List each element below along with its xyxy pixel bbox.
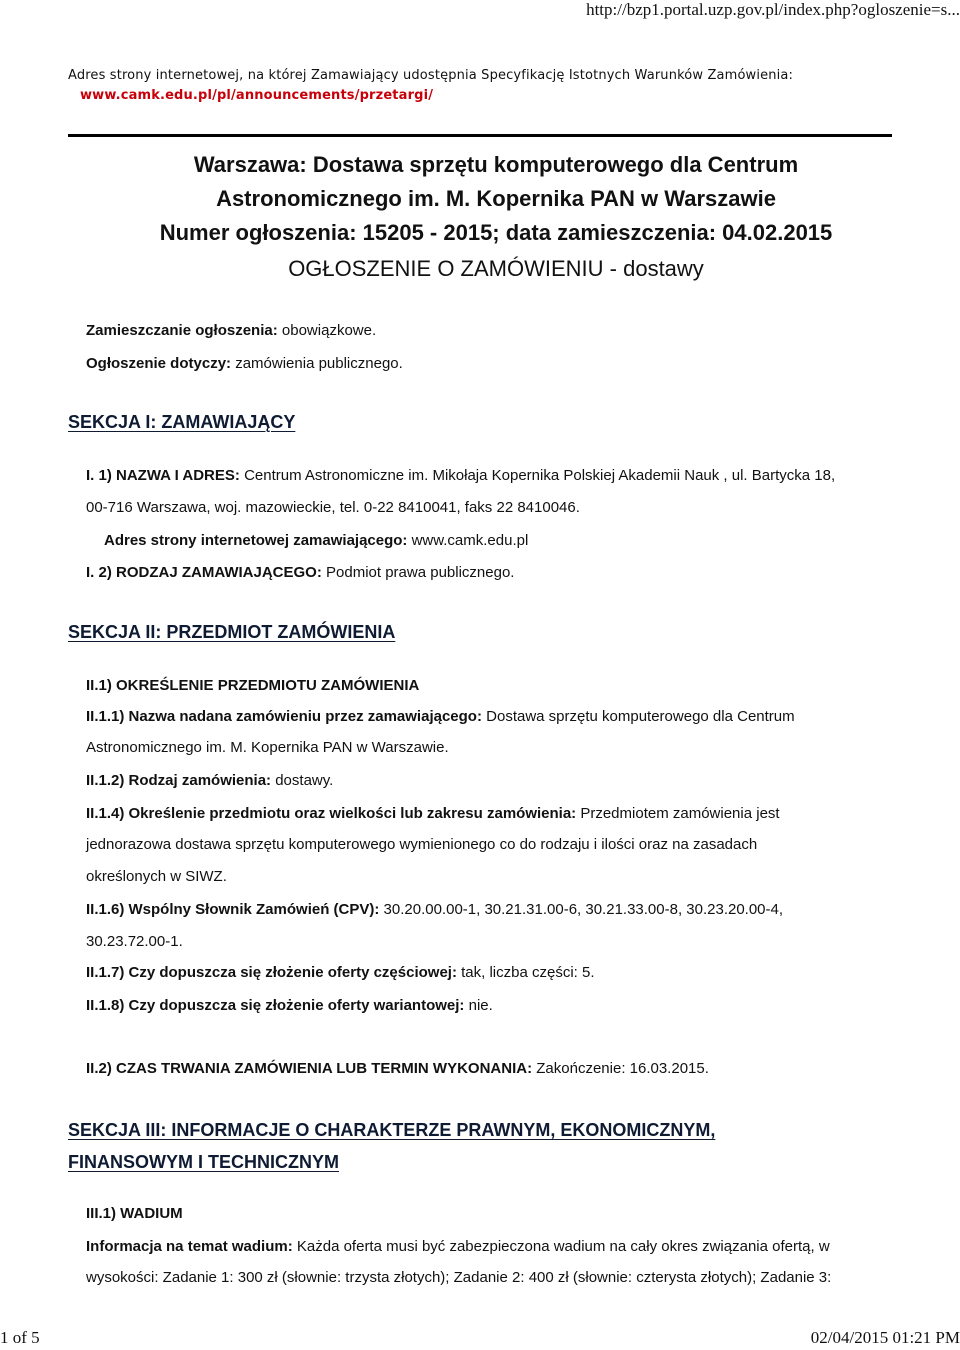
section-1-heading: SEKCJA I: ZAMAWIAJĄCY bbox=[68, 412, 296, 432]
i1-row: I. 1) NAZWA I ADRES: Centrum Astronomiczne im. Mikołaja Kopernika Polskiej Akademii Nauk , ul. Bartycka 18, bbox=[86, 467, 836, 484]
siwz-address-text: Adres strony internetowej, na której Zamawiający udostępnia Specyfikację Istotnych Warunków Zamówienia: bbox=[68, 68, 794, 83]
notice-type: OGŁOSZENIE O ZAMÓWIENIU - dostawy bbox=[288, 256, 704, 281]
ii11-row-cont: Astronomicznego im. M. Kopernika PAN w Warszawie. bbox=[86, 739, 449, 756]
ii16-row-cont: 30.23.72.00-1. bbox=[86, 933, 183, 950]
siwz-address-note bbox=[68, 66, 918, 106]
notice-title-block bbox=[100, 148, 892, 286]
wadium-row: Informacja na temat wadium: Każda oferta musi być zabezpieczona wadium na cały okres związania ofertą, w bbox=[86, 1238, 830, 1255]
iii1-row: III.1) WADIUM bbox=[86, 1205, 183, 1222]
section-2-heading: SEKCJA II: PRZEDMIOT ZAMÓWIENIA bbox=[68, 622, 396, 642]
ii18-row: II.1.8) Czy dopuszcza się złożenie oferty wariantowej: nie. bbox=[86, 997, 493, 1014]
ii1-row: II.1) OKREŚLENIE PRZEDMIOTU ZAMÓWIENIA bbox=[86, 677, 420, 694]
print-header-url: http://bzp1.portal.uzp.gov.pl/index.php?ogloszenie=s... bbox=[586, 0, 960, 19]
notice-title-line1: Warszawa: Dostawa sprzętu komputerowego dla Centrum bbox=[193, 152, 799, 177]
ii17-row: II.1.7) Czy dopuszcza się złożenie oferty częściowej: tak, liczba części: 5. bbox=[86, 964, 595, 981]
ii11-row: II.1.1) Nazwa nadana zamówieniu przez zamawiającego: Dostawa sprzętu komputerowego dla Centrum bbox=[86, 708, 795, 725]
concerns-row: Ogłoszenie dotyczy: zamówienia publicznego. bbox=[86, 355, 403, 372]
notice-number: Numer ogłoszenia: 15205 - 2015; data zamieszczenia: 04.02.2015 bbox=[159, 220, 833, 245]
website-row: Adres strony internetowej zamawiającego: www.camk.edu.pl bbox=[104, 532, 529, 549]
i1-row-cont: 00-716 Warszawa, woj. mazowieckie, tel. 0-22 8410041, faks 22 8410046. bbox=[86, 499, 580, 516]
notice-title-line2: Astronomicznego im. M. Kopernika PAN w Warszawie bbox=[216, 186, 776, 211]
ii14-row: II.1.4) Określenie przedmiotu oraz wielkości lub zakresu zamówienia: Przedmiotem zamówienia jest bbox=[86, 805, 780, 822]
i2-row: I. 2) RODZAJ ZAMAWIAJĄCEGO: Podmiot prawa publicznego. bbox=[86, 564, 515, 581]
wadium-row-cont: wysokości: Zadanie 1: 300 zł (słownie: trzysta złotych); Zadanie 2: 400 zł (słownie: czterysta złotych); Zadanie 3: bbox=[86, 1269, 832, 1286]
section-3-heading-line1: SEKCJA III: INFORMACJE O CHARAKTERZE PRAWNYM, EKONOMICZNYM, bbox=[68, 1120, 716, 1140]
section-3-heading-line2: FINANSOWYM I TECHNICZNYM bbox=[68, 1152, 339, 1172]
ii2-row: II.2) CZAS TRWANIA ZAMÓWIENIA LUB TERMIN WYKONANIA: Zakończenie: 16.03.2015. bbox=[86, 1060, 709, 1077]
siwz-address-link[interactable]: www.camk.edu.pl/pl/announcements/przetargi/ bbox=[80, 88, 434, 103]
ii16-row: II.1.6) Wspólny Słownik Zamówień (CPV): 30.20.00.00-1, 30.21.31.00-6, 30.21.33.00-8, 30.23.20.00-4, bbox=[86, 901, 784, 918]
page-counter: 1 of 5 bbox=[0, 1328, 40, 1347]
ii14-row-cont2: określonych w SIWZ. bbox=[86, 868, 227, 885]
placement-row: Zamieszczanie ogłoszenia: obowiązkowe. bbox=[86, 322, 377, 339]
title-divider bbox=[68, 134, 892, 137]
print-datetime: 02/04/2015 01:21 PM bbox=[810, 1328, 960, 1347]
ii12-row: II.1.2) Rodzaj zamówienia: dostawy. bbox=[86, 772, 334, 789]
website-link[interactable]: www.camk.edu.pl bbox=[411, 532, 529, 549]
ii14-row-cont1: jednorazowa dostawa sprzętu komputerowego wymienionego co do rodzaju i ilości oraz na zasadach bbox=[86, 836, 758, 853]
